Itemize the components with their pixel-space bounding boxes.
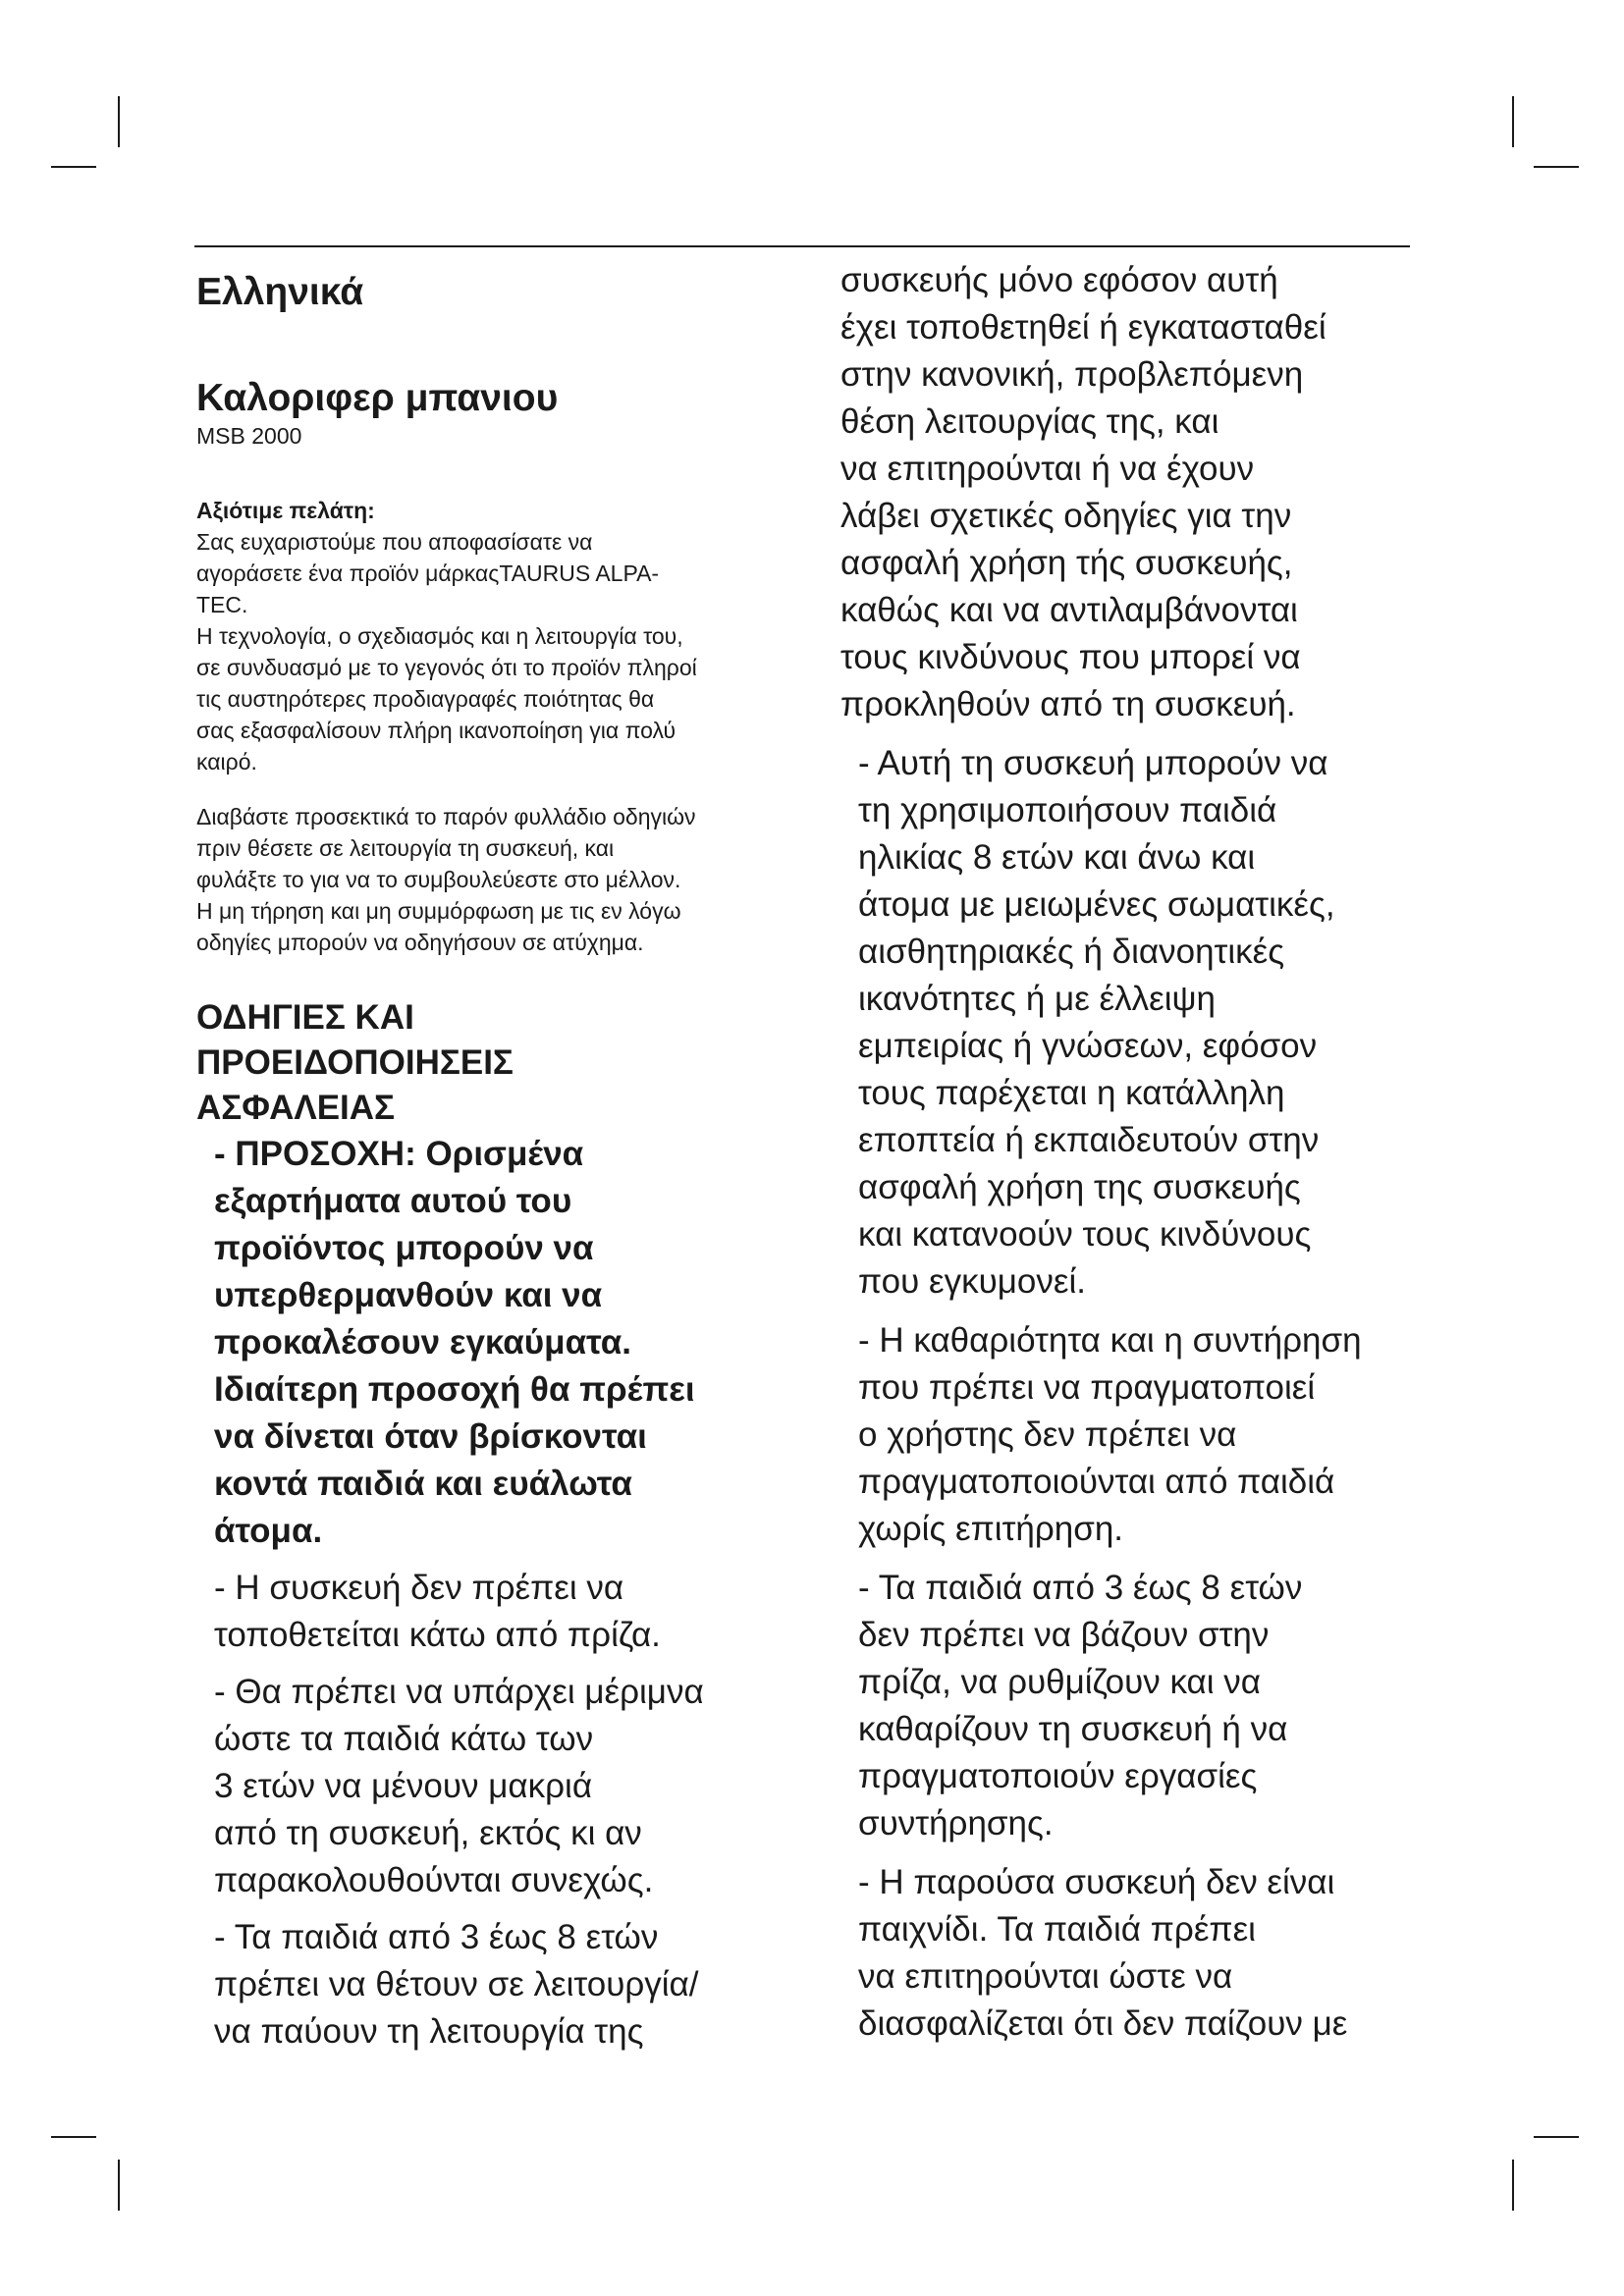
item-line: πρέπει να θέτουν σε λειτουργία/ bbox=[214, 1965, 699, 2003]
item-line: - Αυτή τη συσκευή μπορούν να bbox=[858, 744, 1328, 782]
item-line: - Τα παιδιά από 3 έως 8 ετών bbox=[214, 1918, 659, 1956]
product-title: Καλοριφερ μπανιου bbox=[196, 377, 559, 419]
crop-mark-top-right-vertical bbox=[1512, 96, 1514, 147]
item-line: αισθητηριακές ή διανοητικές bbox=[858, 933, 1285, 971]
safety-item-continued bbox=[840, 257, 1449, 728]
intro-line: σε συνδυασμό με το γεγονός ότι το προϊόν πληροί bbox=[196, 655, 697, 680]
intro-line: αγοράσετε ένα προϊόν μάρκαςTAURUS ALPA- bbox=[196, 561, 660, 586]
safety-item bbox=[840, 740, 1449, 1306]
intro-line: Η μη τήρηση και μη συμμόρφωση με τις εν λόγω bbox=[196, 898, 681, 924]
item-line: από τη συσκευή, εκτός κι αν bbox=[214, 1814, 642, 1852]
item-line: που πρέπει να πραγματοποιεί bbox=[858, 1368, 1316, 1407]
item-line: καθαρίζουν τη συσκευή ή να bbox=[858, 1710, 1288, 1748]
warning-line: προκαλέσουν εγκαύματα. bbox=[214, 1323, 631, 1362]
item-line: χωρίς επιτήρηση. bbox=[858, 1510, 1124, 1548]
item-line: - Η παρούσα συσκευή δεν είναι bbox=[858, 1863, 1335, 1901]
item-line: τους κινδύνους που μπορεί να bbox=[840, 638, 1301, 676]
item-line: εποπτεία ή εκπαιδευτούν στην bbox=[858, 1121, 1320, 1159]
safety-heading-line: ΟΔΗΓΙΕΣ ΚΑΙ bbox=[196, 998, 414, 1037]
item-line: να επιτηρούνται ώστε να bbox=[858, 1957, 1233, 1996]
item-line: ασφαλή χρήση τής συσκευής, bbox=[840, 544, 1293, 582]
header-rule bbox=[194, 245, 1410, 247]
crop-mark-bottom-left-vertical bbox=[118, 2160, 120, 2211]
item-line: άτομα με μειωμένες σωματικές, bbox=[858, 885, 1335, 924]
item-line: πραγματοποιούνται από παιδιά bbox=[858, 1463, 1335, 1501]
safety-heading-line: ΑΣΦΑΛΕΙΑΣ bbox=[196, 1089, 396, 1127]
warning-line: - ΠΡΟΣΟΧΗ: Ορισμένα bbox=[214, 1135, 584, 1173]
item-line: έχει τοποθετηθεί ή εγκατασταθεί bbox=[840, 308, 1326, 347]
right-column bbox=[840, 257, 1449, 2048]
item-line: ικανότητες ή με έλλειψη bbox=[858, 980, 1216, 1018]
item-line: τοποθετείται κάτω από πρίζα. bbox=[214, 1616, 661, 1654]
item-line: διασφαλίζεται ότι δεν παίζουν με bbox=[858, 2004, 1348, 2043]
item-line: - Τα παιδιά από 3 έως 8 ετών bbox=[858, 1569, 1303, 1607]
intro-line: Διαβάστε προσεκτικά το παρόν φυλλάδιο οδηγιών bbox=[196, 804, 696, 829]
safety-item bbox=[196, 1914, 805, 2056]
item-line: να επιτηρούνται ή να έχουν bbox=[840, 450, 1255, 488]
crop-mark-bottom-left-horizontal bbox=[51, 2136, 96, 2138]
left-column bbox=[196, 257, 805, 2056]
intro-line: Η τεχνολογία, ο σχεδιασμός και η λειτουργία του, bbox=[196, 623, 683, 649]
warning-line: εξαρτήματα αυτού του bbox=[214, 1182, 572, 1220]
item-line: παιχνίδι. Τα παιδιά πρέπει bbox=[858, 1910, 1256, 1949]
safety-warning bbox=[196, 1131, 805, 1555]
item-line: - Θα πρέπει να υπάρχει μέριμνα bbox=[214, 1673, 704, 1711]
intro-line: φυλάξτε το για να το συμβουλεύεστε στο μέλλον. bbox=[196, 867, 681, 892]
model-number: MSB 2000 bbox=[196, 423, 302, 449]
item-line: να παύουν τη λειτουργία της bbox=[214, 2012, 644, 2051]
item-line: που εγκυμονεί. bbox=[858, 1262, 1086, 1301]
item-line: ο χρήστης δεν πρέπει να bbox=[858, 1415, 1237, 1454]
item-line: 3 ετών να μένουν μακριά bbox=[214, 1767, 593, 1805]
item-line: πραγματοποιούν εργασίες bbox=[858, 1757, 1258, 1795]
item-line: δεν πρέπει να βάζουν στην bbox=[858, 1616, 1270, 1654]
safety-item bbox=[840, 1859, 1449, 2048]
crop-mark-top-left-vertical bbox=[118, 96, 120, 147]
safety-item bbox=[840, 1317, 1449, 1553]
intro-line: τις αυστηρότερες προδιαγραφές ποιότητας θα bbox=[196, 686, 655, 712]
warning-line: υπερθερμανθούν και να bbox=[214, 1276, 603, 1314]
safety-heading bbox=[196, 995, 805, 1131]
item-line: και κατανοούν τους κινδύνους bbox=[858, 1215, 1312, 1254]
language-heading: Ελληνικά bbox=[196, 271, 364, 313]
item-line: θέση λειτουργίας της, και bbox=[840, 402, 1219, 441]
crop-mark-bottom-right-vertical bbox=[1512, 2160, 1514, 2211]
intro-line: Σας ευχαριστούμε που αποφασίσατε να bbox=[196, 529, 593, 555]
item-line: εμπειρίας ή γνώσεων, εφόσον bbox=[858, 1027, 1318, 1065]
intro-line: οδηγίες μπορούν να οδηγήσουν σε ατύχημα. bbox=[196, 930, 644, 955]
safety-item bbox=[196, 1565, 805, 1659]
item-line: καθώς και να αντιλαμβάνονται bbox=[840, 591, 1298, 629]
intro-line: σας εξασφαλίσουν πλήρη ικανοποίηση για πολύ bbox=[196, 718, 677, 743]
intro-paragraph-2 bbox=[196, 801, 805, 958]
warning-line: Ιδιαίτερη προσοχή θα πρέπει bbox=[214, 1370, 695, 1409]
item-line: - Η καθαριότητα και η συντήρηση bbox=[858, 1321, 1362, 1360]
intro-line: καιρό. bbox=[196, 749, 257, 774]
crop-mark-bottom-right-horizontal bbox=[1534, 2136, 1579, 2138]
item-line: τη χρησιμοποιήσουν παιδιά bbox=[858, 791, 1277, 829]
intro-line: TEC. bbox=[196, 592, 248, 617]
item-line: ηλικίας 8 ετών και άνω και bbox=[858, 838, 1256, 877]
item-line: ασφαλή χρήση της συσκευής bbox=[858, 1168, 1301, 1206]
intro-line: πριν θέσετε σε λειτουργία τη συσκευή, και bbox=[196, 835, 615, 861]
intro-paragraph-1 bbox=[196, 526, 805, 777]
safety-item bbox=[840, 1565, 1449, 1847]
item-line: λάβει σχετικές οδηγίες για την bbox=[840, 497, 1292, 535]
item-line: πρίζα, να ρυθμίζουν και να bbox=[858, 1663, 1261, 1701]
item-line: συντήρησης. bbox=[858, 1804, 1054, 1842]
item-line: ώστε τα παιδιά κάτω των bbox=[214, 1720, 594, 1758]
warning-line: να δίνεται όταν βρίσκονται bbox=[214, 1417, 647, 1456]
item-line: συσκευής μόνο εφόσον αυτή bbox=[840, 261, 1278, 299]
item-line: στην κανονική, προβλεπόμενη bbox=[840, 355, 1304, 394]
item-line: παρακολουθούνται συνεχώς. bbox=[214, 1861, 654, 1899]
crop-mark-top-right-horizontal bbox=[1534, 166, 1579, 168]
greeting: Αξιότιμε πελάτη: bbox=[196, 498, 375, 523]
crop-mark-top-left-horizontal bbox=[51, 166, 96, 168]
warning-line: κοντά παιδιά και ευάλωτα bbox=[214, 1465, 632, 1503]
safety-item bbox=[196, 1669, 805, 1904]
item-line: τους παρέχεται η κατάλληλη bbox=[858, 1074, 1285, 1112]
item-line: - Η συσκευή δεν πρέπει να bbox=[214, 1569, 624, 1607]
safety-heading-line: ΠΡΟΕΙΔΟΠΟΙΗΣΕΙΣ bbox=[196, 1043, 514, 1082]
item-line: προκληθούν από τη συσκευή. bbox=[840, 685, 1296, 723]
warning-line: προϊόντος μπορούν να bbox=[214, 1229, 594, 1267]
warning-line: άτομα. bbox=[214, 1512, 323, 1550]
